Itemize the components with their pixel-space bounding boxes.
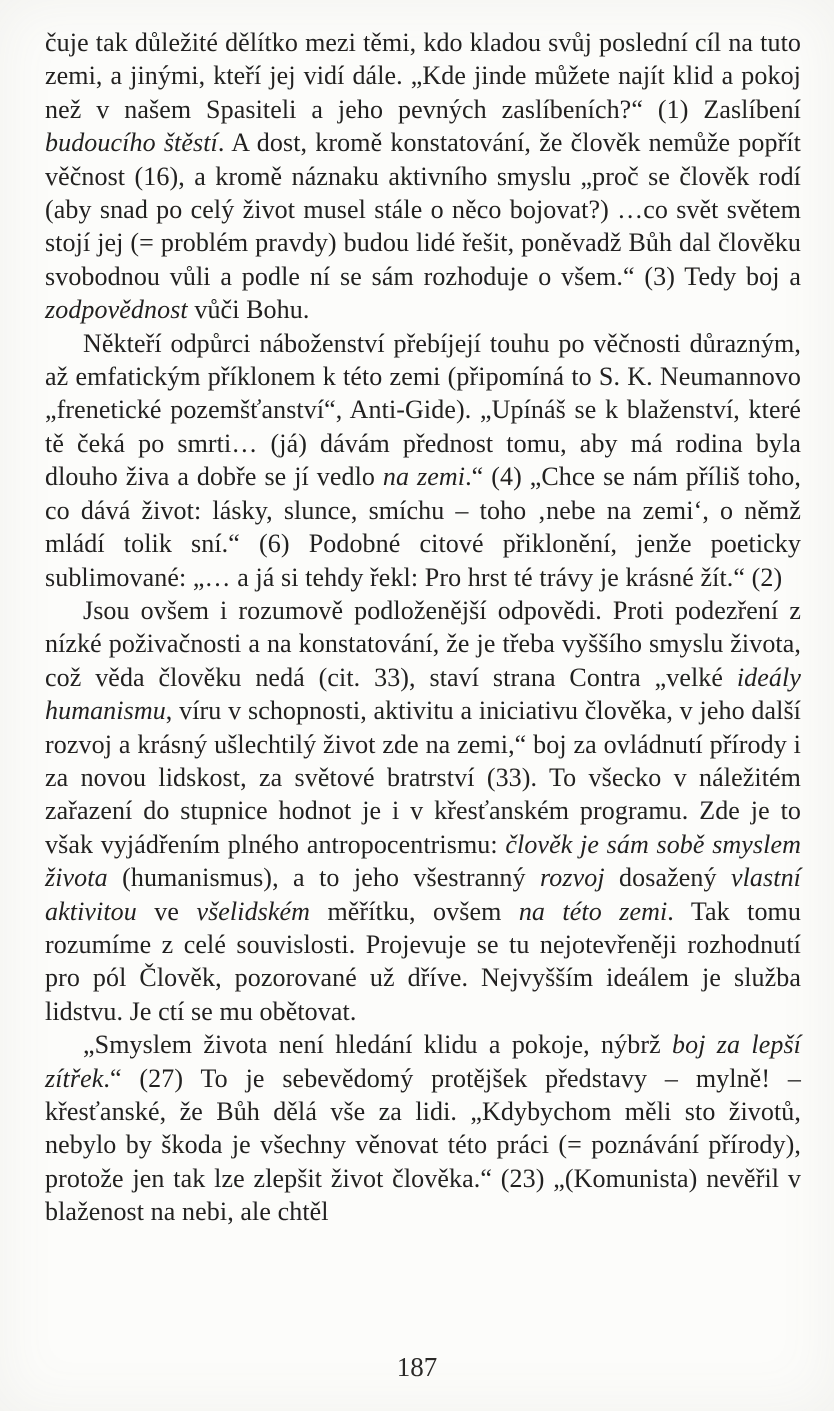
text-run: Někteří odpůrci náboženství přebíjejí touhu po věčnosti důrazným, až emfatickým příklonem k této zemi (připomíná to S. K. Neumannovo „frenetické pozemšťanství“, Anti-Gide). „Upínáš se k blaženství, které tě čeká po smrti… (já) dávám přednost tomu, aby má rodina byla dlouho živa a dobře se jí vedlo: [45, 328, 801, 492]
text-run-italic: všelidském: [196, 896, 311, 926]
paragraph: [45, 594, 801, 1028]
paragraph: [45, 327, 801, 594]
page-number: 187: [396, 1352, 438, 1382]
text-run: „Smyslem života není hledání klidu a pokoje, nýbrž: [83, 1030, 673, 1060]
text-run-italic: zodpovědnost: [45, 295, 188, 325]
text-run: . A dost, kromě konstatování, že člověk nemůže popřít věčnost (16), a kromě náznaku aktivního smyslu „proč se člověk rodí (aby snad po celý život musel stále o něco bojovat?) …co svět světem stojí jej (= problém pravdy) budou lidé řešit, poněvadž Bůh dal člověku svobodnou vůli a podle ní se sám rozhoduje o všem.“ (3) Tedy boj a: [45, 128, 801, 291]
text-run: Jsou ovšem i rozumově podloženější odpovědi. Proti podezření z nízké poživačnosti a na konstatování, že je třeba vyššího smyslu života, což věda člověku nedá (cit. 33), staví strana Contra „velké: [45, 595, 801, 692]
page-text: [45, 26, 801, 1229]
text-run-italic: na této zemi: [518, 896, 668, 926]
paragraph: [45, 26, 801, 327]
text-run-italic: člověk je sám sobě smyslem života: [45, 829, 801, 893]
text-run-italic: rozvoj: [540, 863, 605, 893]
text-run: .“ (27) To je sebevědomý protějšek představy – mylně! – křesťanské, že Bůh dělá vše za lidi. „Kdybychom měli sto životů, nebylo by škoda je všechny věnovat této práci (= poznávání přírody), protože jen tak lze zlepšit život člověka.“ (23) „(Komunista) nevěřil v blaženost na nebi, ale chtěl: [45, 1063, 801, 1227]
text-run: , víru v schopnosti, aktivitu a iniciativu člověka, v jeho další rozvoj a krásný ušlechtilý život zde na zemi,“ boj za ovládnutí přírody i za novou lidskost, za světové bratrství (33). To všecko v náležitém zařazení do stupnice hodnot je i v křesťanském programu. Zde je to však vyjádřením plného antropocentrismu:: [45, 696, 801, 859]
text-run: .“ (4) „Chce se nám příliš toho, co dává život: lásky, slunce, smíchu – toho ‚nebe na zemi‘, o němž mládí tolik sní.“ (6) Podobné citové přiklonění, jenže poeticky sublimované: „… a já si tehdy řekl: Pro hrst té trávy je krásné žít.“ (2): [45, 462, 801, 592]
text-run-italic: ideály humanismu: [45, 662, 801, 726]
text-run: měřítku, ovšem: [310, 896, 519, 926]
text-run: . Tak tomu rozumíme z celé souvislosti. Projevuje se tu nejotevřeněji rozhodnutí pro pól Člověk, pozorované už dříve. Nejvyšším ideálem je služba lidstvu. Je ctí se mu obětovat.: [45, 896, 801, 1026]
paragraph: [45, 1028, 801, 1228]
text-run-italic: boj za lepší zítřek: [45, 1030, 801, 1093]
text-run: vůči Bohu.: [187, 295, 310, 325]
text-run: dosažený: [604, 863, 731, 893]
text-run-italic: vlastní aktivitou: [45, 863, 801, 926]
text-run: čuje tak důležité dělítko mezi těmi, kdo kladou svůj poslední cíl na tuto zemi, a jinými, kteří jej vidí dále. „Kde jinde můžete najít klid a pokoj než v našem Spasiteli a jeho pevných zaslíbeních?“ (1) Zaslíbení: [45, 28, 801, 124]
text-run-italic: budoucího štěstí: [45, 128, 218, 158]
text-run-italic: na zemi: [382, 462, 466, 492]
text-run: ve: [136, 896, 197, 926]
text-run: (humanismus), a to jeho všestranný: [107, 863, 541, 893]
